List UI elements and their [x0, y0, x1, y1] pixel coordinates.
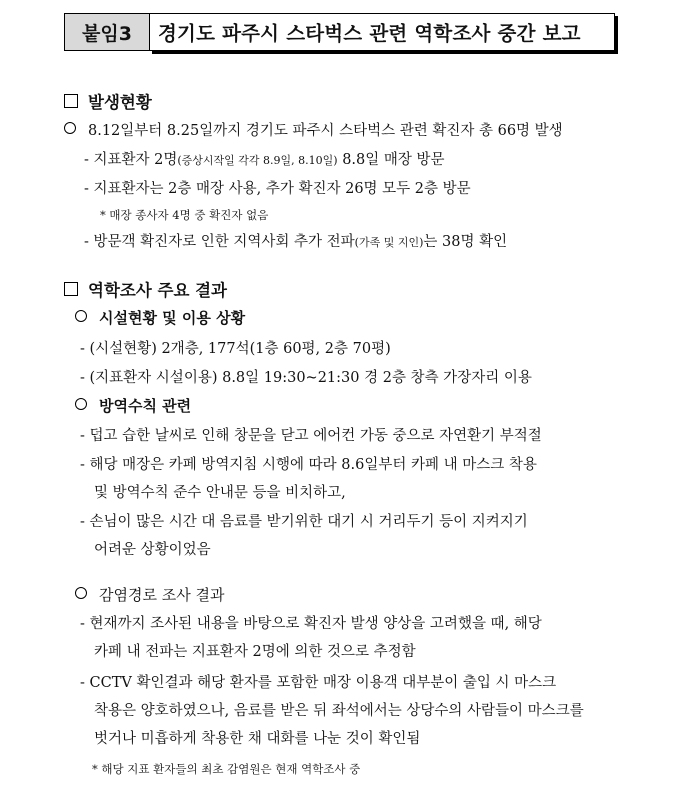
sub-item-text: - CCTV 확인결과 해당 환자를 포함한 매장 이용객 대부분이 출입 시 마스크	[80, 675, 557, 691]
sub-item-cctv-cont1	[94, 699, 584, 720]
sub-item-index-facility-use	[80, 366, 532, 387]
sub-item-community-spread	[84, 230, 507, 251]
circle-bullet-icon	[75, 587, 87, 599]
sub-item-text-end: 8.8일 매장 방문	[337, 152, 445, 168]
sub-item-text-end: 는 38명 확인	[423, 234, 508, 250]
bullet-text: 8.12일부터 8.25일까지 경기도 파주시 스타벅스 관련 확진자 총 66명 발생	[88, 123, 563, 139]
sub-item-text: - 해당 매장은 카페 방역지침 시행에 따라 8.6일부터 카페 내 마스크 착용	[80, 457, 537, 473]
sub-item-mask-guideline-cont	[94, 481, 346, 502]
sub-item-index-patients	[84, 148, 445, 169]
bullet-text: 감염경로 조사 결과	[99, 586, 225, 604]
bullet-quarantine-rules	[75, 395, 191, 416]
sub-item-estimation-cont	[94, 640, 416, 661]
attachment-tag: 붙임3	[64, 13, 149, 51]
sub-item-small-text: (증상시작일 각각 8.9일, 8.10일)	[177, 154, 338, 167]
bullet-text: 방역수칙 관련	[99, 397, 192, 415]
footnote-text: * 매장 종사자 4명 중 확진자 없음	[100, 208, 269, 222]
circle-bullet-icon	[75, 398, 87, 410]
bullet-facility-status	[75, 307, 245, 328]
sub-item-text: - (시설현황) 2개층, 177석(1층 60평, 2층 70평)	[80, 341, 391, 357]
sub-item-distancing	[80, 510, 528, 531]
sub-item-text: - 손님이 많은 시간 대 음료를 받기위한 대기 시 거리두기 등이 지켜지기	[80, 514, 528, 530]
sub-item-ventilation	[80, 424, 542, 445]
sub-item-cctv	[80, 671, 556, 692]
sub-item-mask-guideline	[80, 453, 537, 474]
sub-item-small-text: (가족 및 지인)	[354, 236, 424, 249]
sub-item-facility	[80, 337, 391, 358]
sub-item-text: 벗거나 미흡하게 착용한 채 대화를 나눈 것이 확인됨	[94, 731, 421, 747]
circle-bullet-icon	[75, 310, 87, 322]
checkbox-square-icon	[64, 282, 78, 296]
sub-item-text: - 방문객 확진자로 인한 지역사회 추가 전파	[84, 234, 355, 250]
bullet-total-cases	[64, 119, 563, 140]
sub-item-floor-usage	[84, 177, 471, 198]
section-title: 발생현황	[88, 93, 152, 112]
footnote-staff	[100, 207, 268, 223]
sub-item-text: - 덥고 습한 날씨로 인해 창문을 닫고 에어컨 가동 중으로 자연환기 부적절	[80, 428, 542, 444]
sub-item-text: - (지표환자 시설이용) 8.8일 19:30~21:30 경 2층 창측 가장자리 이용	[80, 370, 532, 386]
document-header	[64, 14, 615, 52]
sub-item-text: - 지표환자 2명	[84, 152, 178, 168]
sub-item-estimation	[80, 612, 542, 633]
sub-item-text: 착용은 양호하였으나, 음료를 받은 뒤 좌석에서는 상당수의 사람들이 마스크를	[94, 703, 584, 719]
sub-item-text: 및 방역수칙 준수 안내문 등을 비치하고,	[94, 485, 346, 501]
document-title: 경기도 파주시 스타벅스 관련 역학조사 중간 보고	[149, 13, 615, 51]
bullet-text: 시설현황 및 이용 상황	[99, 309, 246, 327]
footnote-text: * 해당 지표 환자들의 최초 감염원은 현재 역학조사 중	[92, 762, 361, 776]
sub-item-text: 어려운 상황이었음	[94, 542, 211, 558]
section-heading-status	[64, 89, 152, 113]
section-heading-results	[64, 277, 227, 301]
section-title: 역학조사 주요 결과	[88, 281, 228, 300]
sub-item-text: - 지표환자는 2층 매장 사용, 추가 확진자 26명 모두 2층 방문	[84, 181, 471, 197]
checkbox-square-icon	[64, 94, 78, 108]
sub-item-cctv-cont2	[94, 727, 420, 748]
bullet-infection-route	[75, 584, 224, 605]
sub-item-distancing-cont	[94, 538, 211, 559]
circle-bullet-icon	[64, 122, 76, 134]
sub-item-text: - 현재까지 조사된 내용을 바탕으로 확진자 발생 양상을 고려했을 때, 해당	[80, 616, 542, 632]
sub-item-text: 카페 내 전파는 지표환자 2명에 의한 것으로 추정함	[94, 644, 416, 660]
footnote-infection-source	[92, 761, 360, 777]
